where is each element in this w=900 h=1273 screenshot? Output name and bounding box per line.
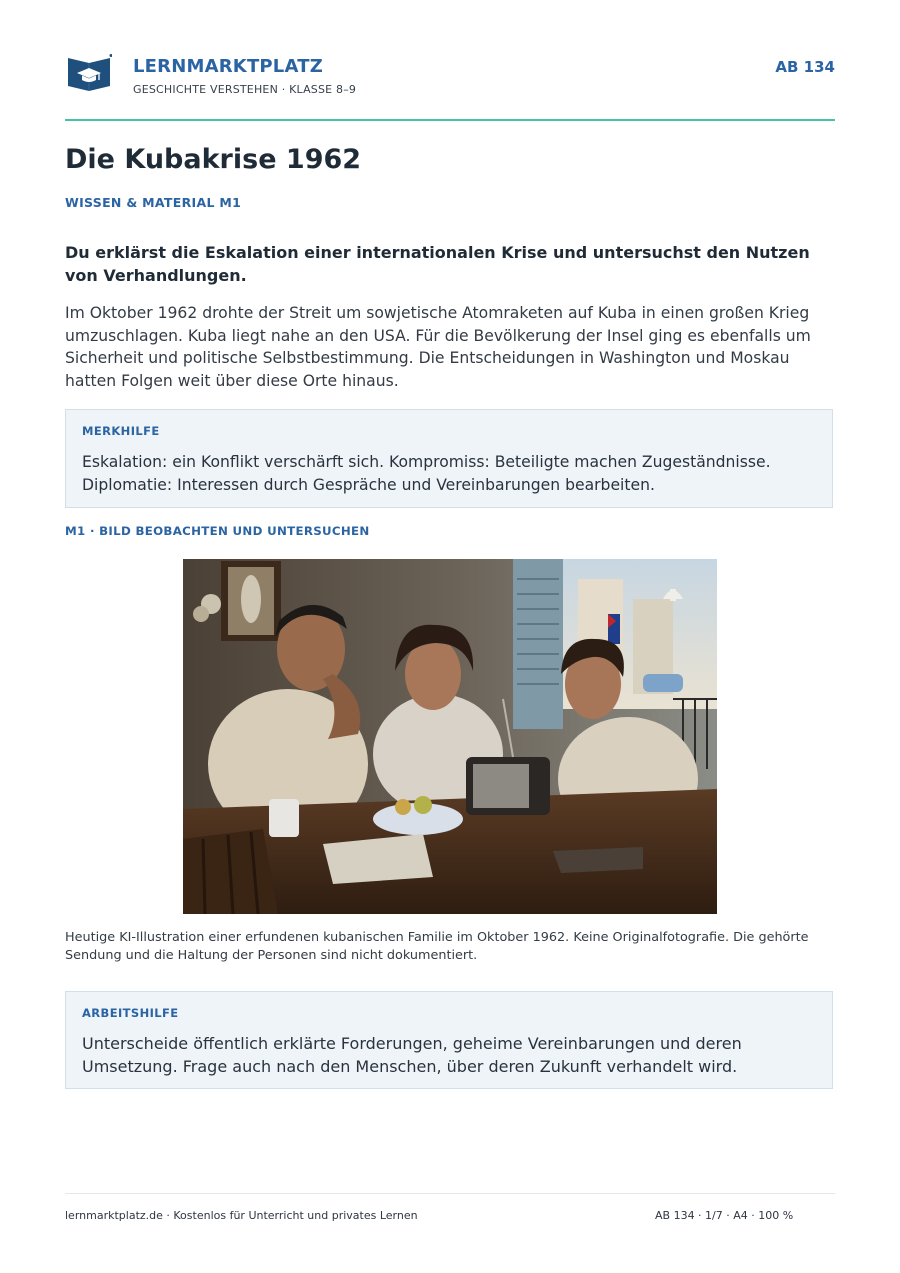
sheet-number: AB 134 [775, 58, 835, 76]
material-label: M1 · BILD BEOBACHTEN UND UNTERSUCHEN [65, 524, 370, 538]
header-divider [65, 119, 835, 121]
intro-paragraph: Im Oktober 1962 drohte der Streit um sowjetische Atomraketen auf Kuba in einen großen Krieg umzuschlagen. Kuba liegt nahe an den USA. Für die Bevölkerung der Insel ging es ebenfalls um Sicherheit und politische Selbstbestimmung. Die Entscheidungen in Washington und Moskau hatten Folgen weit über diese Orte hinaus. [65, 304, 811, 390]
merkhilfe-box [65, 409, 833, 508]
merkhilfe-text: Eskalation: ein Konflikt verschärft sich. Kompromiss: Beteiligte machen Zugeständnisse. Diplomatie: Interessen durch Gespräche und Vereinbarungen bearbeiten. [82, 453, 771, 494]
arbeitshilfe-title: ARBEITSHILFE [82, 1006, 179, 1020]
arbeitshilfe-box [65, 991, 833, 1089]
footer-page-info: AB 134 · 1/7 · A4 · 100 % [655, 1209, 794, 1222]
illustration-caption: Heutige KI-Illustration einer erfundenen kubanischen Familie im Oktober 1962. Keine Originalfotografie. Die gehörte Sendung und die Haltung der Personen sind nicht dokumentiert. [65, 930, 809, 963]
page-title: Die Kubakrise 1962 [65, 144, 362, 175]
worksheet-page [65, 0, 835, 1273]
footer-source: lernmarktplatz.de · Kostenlos für Unterricht und privates Lernen [65, 1209, 418, 1222]
learning-goal: Du erklärst die Eskalation einer internationalen Krise und untersuchst den Nutzen von Verhandlungen. [65, 243, 810, 285]
graduation-cap-book-icon [68, 54, 112, 92]
family-illustration [183, 559, 717, 914]
footer-divider [65, 1193, 835, 1194]
merkhilfe-title: MERKHILFE [82, 424, 160, 438]
arbeitshilfe-text: Unterscheide öffentlich erklärte Forderungen, geheime Vereinbarungen und deren Umsetzung. Frage auch nach den Menschen, über deren Zukunft verhandelt wird. [82, 1034, 742, 1076]
section-kicker: WISSEN & MATERIAL M1 [65, 195, 242, 210]
brand-name: LERNMARKTPLATZ [133, 56, 323, 77]
brand-subtitle: GESCHICHTE VERSTEHEN · KLASSE 8–9 [133, 83, 357, 96]
